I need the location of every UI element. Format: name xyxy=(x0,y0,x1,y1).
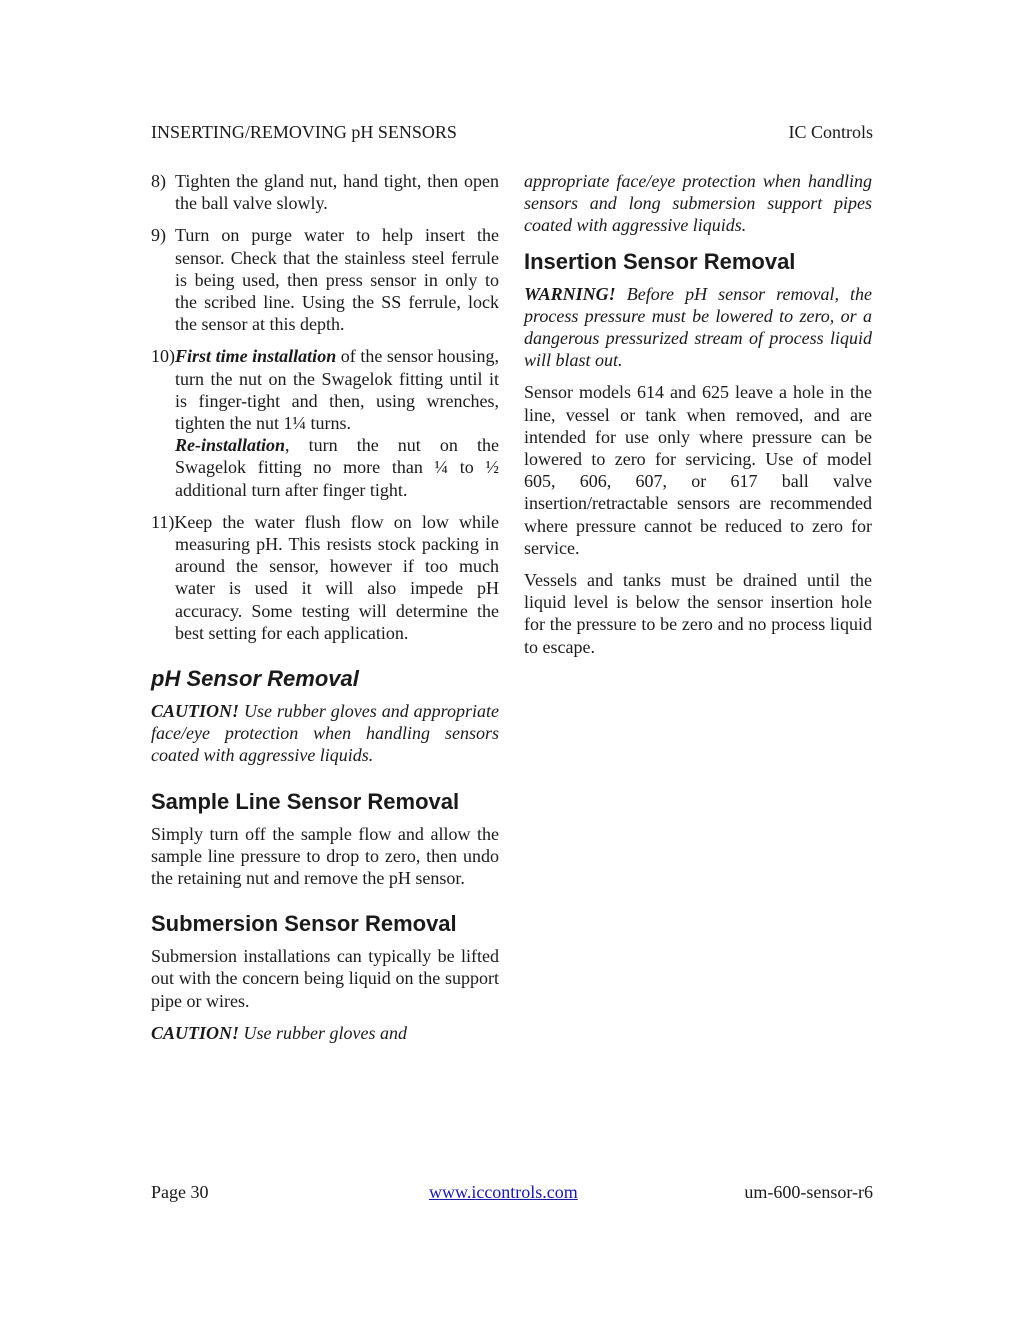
first-install-label: First time installation xyxy=(175,346,337,367)
insertion-paragraph-1: Sensor models 614 and 625 leave a hole in the line, vessel or tank when removed, and are intended for use only where pressure can be lowered to zero for servicing. Use of model 605, 606, 607, or 617 ball valve insertion/retractable sensors are recommended where pressure cannot be reduced to zero for service. xyxy=(524,382,872,558)
list-number: 10) xyxy=(151,346,175,367)
caution-label: CAUTION! xyxy=(151,701,240,722)
reinstall-label: Re-installation xyxy=(175,435,286,456)
sample-line-paragraph: Simply turn off the sample flow and allow the sample line pressure to drop to zero, then undo the retaining nut and remove the pH sensor. xyxy=(151,823,499,889)
caution-text: Use rubber gloves and appropriate face/eye protection when handling sensors coated with aggressive liquids. xyxy=(151,701,499,766)
submersion-removal-heading: Submersion Sensor Removal xyxy=(151,911,457,937)
ph-sensor-removal-heading: pH Sensor Removal xyxy=(151,666,359,692)
list-number: 9) xyxy=(151,225,166,246)
first-install-text: of the sensor housing, turn the nut on the Swagelok fitting until it is finger-tight and then, using wrenches, tighten the nut 1¼ turns. xyxy=(175,346,499,434)
page-header xyxy=(151,121,873,143)
insertion-paragraph-2: Vessels and tanks must be drained until the liquid level is below the sensor insertion hole for the pressure to be zero and no process liquid to escape. xyxy=(524,570,872,657)
right-column xyxy=(524,170,872,668)
document-page xyxy=(151,0,873,1325)
list-item-11 xyxy=(151,511,499,644)
caution-continuation: appropriate face/eye protection when handling sensors and long submersion support pipes coated with aggressive liquids. xyxy=(524,171,872,236)
warning-text: Before pH sensor removal, the process pressure must be lowered to zero, or a dangerous pressurized stream of process liquid will blast out. xyxy=(524,283,872,371)
sample-line-removal-heading: Sample Line Sensor Removal xyxy=(151,788,460,814)
website-link[interactable]: www.iccontrols.com xyxy=(429,1182,578,1202)
caution-label: CAUTION! xyxy=(151,1022,240,1043)
list-text: Tighten the gland nut, hand tight, then open the ball valve slowly. xyxy=(175,171,499,214)
warning-paragraph xyxy=(524,283,872,372)
list-item-9 xyxy=(151,224,499,335)
reinstall-paragraph xyxy=(175,434,499,501)
list-number: 11) xyxy=(151,511,175,532)
header-section-title: INSERTING/REMOVING pH SENSORS xyxy=(151,122,457,142)
list-item-8 xyxy=(151,170,499,214)
caution-paragraph xyxy=(151,700,499,767)
left-column xyxy=(151,170,499,1054)
reinstall-text: , turn the nut on the Swagelok fitting no more than ¼ to ½ additional turn after finger tight. xyxy=(175,435,499,500)
list-text: Keep the water flush flow on low while measuring pH. This resists stock packing in around the sensor, however if too much water is used it will also impede pH accuracy. Some testing will determine the best setting for each application. xyxy=(174,511,499,643)
document-id: um-600-sensor-r6 xyxy=(744,1182,873,1202)
header-company: IC Controls xyxy=(788,122,873,142)
caution-paragraph-2 xyxy=(151,1022,499,1044)
list-item-10 xyxy=(151,345,499,500)
insertion-removal-heading: Insertion Sensor Removal xyxy=(524,248,796,274)
page-number: Page 30 xyxy=(151,1182,209,1202)
list-number: 8) xyxy=(151,171,166,191)
submersion-paragraph: Submersion installations can typically be lifted out with the concern being liquid on the support pipe or wires. xyxy=(151,946,499,1011)
caution-text: Use rubber gloves and xyxy=(239,1022,407,1043)
list-text: Turn on purge water to help insert the sensor. Check that the stainless steel ferrule is being used, then press sensor in only to the scribed line. Using the SS ferrule, lock the sensor at this depth. xyxy=(175,225,499,335)
warning-label: WARNING! xyxy=(524,283,616,304)
